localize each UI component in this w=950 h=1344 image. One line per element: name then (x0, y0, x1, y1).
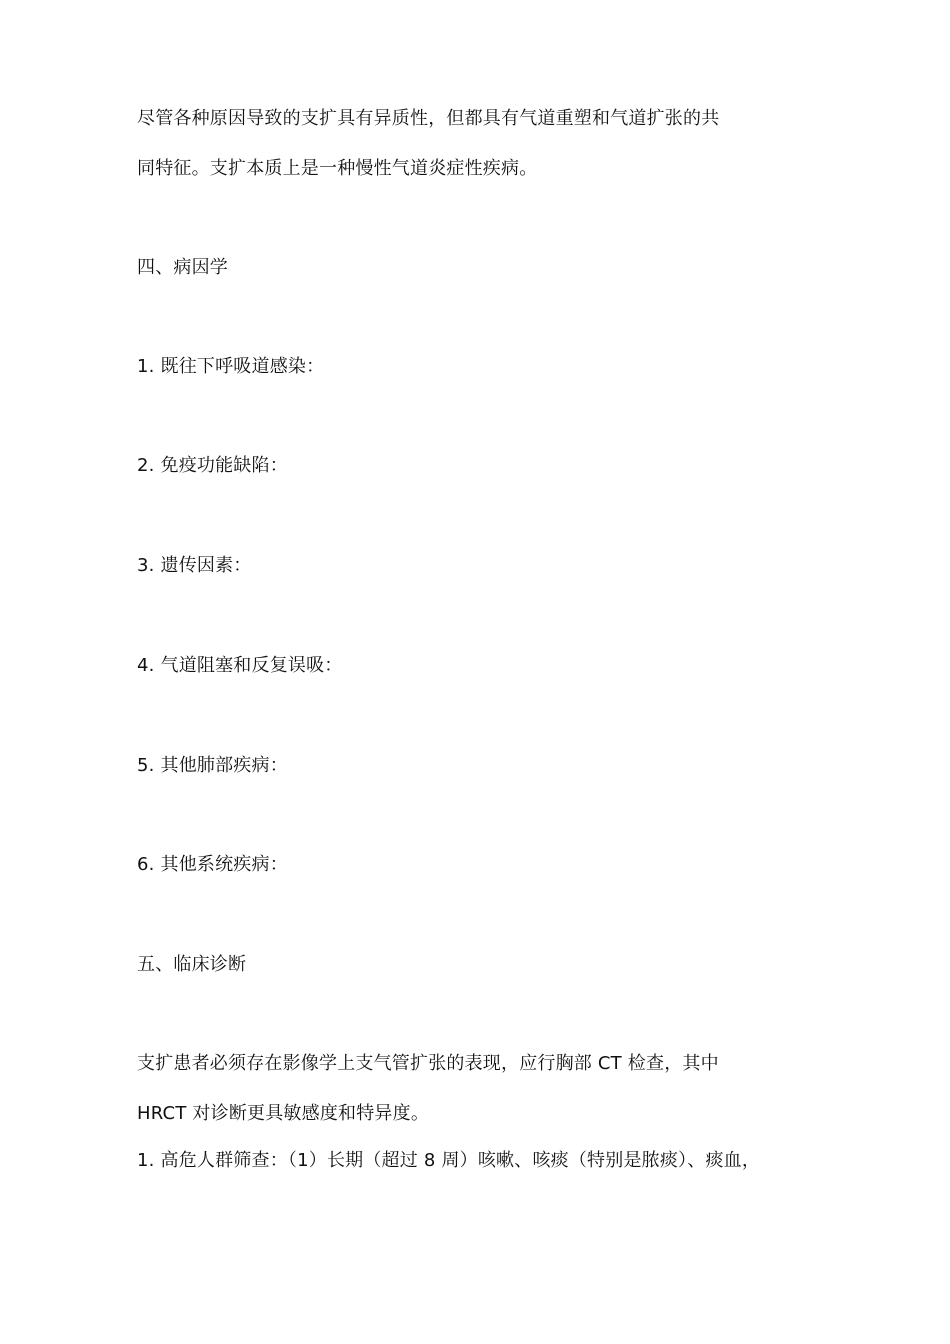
section-heading: 四、病因学 (137, 257, 228, 278)
section-heading: 五、临床诊断 (137, 954, 247, 975)
list-item: 3. 遗传因素： (137, 555, 252, 576)
list-item: 1. 高危人群筛查：（1）长期（超过 8 周）咳嗽、咳痰（特别是脓痰）、痰血， (137, 1150, 761, 1171)
paragraph-line: 同特征。支扩本质上是一种慢性气道炎症性疾病。 (137, 158, 538, 179)
paragraph-line: HRCT 对诊断更具敏感度和特异度。 (137, 1103, 430, 1124)
paragraph-line: 支扩患者必须存在影像学上支气管扩张的表现，应行胸部 CT 检查，其中 (137, 1053, 719, 1074)
list-item: 4. 气道阻塞和反复误吸： (137, 655, 343, 676)
list-item: 1. 既往下呼吸道感染： (137, 356, 325, 377)
list-item: 6. 其他系统疾病： (137, 854, 288, 875)
paragraph-line: 尽管各种原因导致的支扩具有异质性，但都具有气道重塑和气道扩张的共 (137, 108, 720, 129)
list-item: 5. 其他肺部疾病： (137, 755, 288, 776)
list-item: 2. 免疫功能缺陷： (137, 455, 288, 476)
